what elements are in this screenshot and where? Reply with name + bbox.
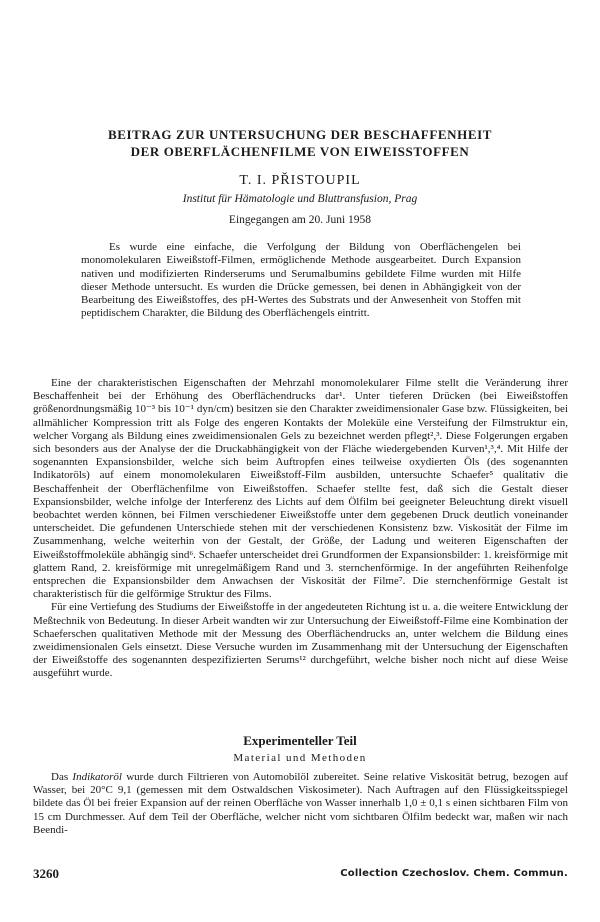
title-line-1: BEITRAG ZUR UNTERSUCHUNG DER BESCHAFFENHEIT — [107, 127, 493, 142]
paragraph: Für eine Vertiefung des Studiums der Eiweißstoffe in der angedeuteten Richtung ist u. a. die weitere Entwicklung der Meßtechnik von Bedeutung. In dieser Arbeit wandten wir zur Untersuchung der Eiweißstoff-Filme eine Kombination der Schaeferschen qualitativen Methode mit der Messung des Oberflächendrucks an, unter welchem die Bildung eines zweidimensionalen Gels einsetzt. Diese Versuche wurden im Zusammenhang mit der Untersuchung der Eigenschaften der Eiweißstoffe des sogenannten despezifizierten Serums¹² durchgeführt, welche bisher noch nicht auf diese Weise ausgeführt wurde. — [33, 601, 568, 680]
introduction — [33, 377, 568, 681]
abstract: Es wurde eine einfache, die Verfolgung der Bildung von Oberflächengelen bei monomolekularen Eiweißstoff-Filmen, ermöglichende Methode ausgearbeitet. Durch Expansion nativen und modifizierten Rinderserums und Serumalbumins gebildete Filme wurden mit Hilfe dieser Methode untersucht. Es wurden die Drücke gemessen, bei denen in Abhängigkeit von der Bearbeitung des Eiweißstoffes, des pH-Wertes des Substrats und der Anwesenheit von Stoffen mit peptidischem Charakter, die Bildung des Oberflächengels eintritt. — [81, 241, 521, 320]
received-date: Eingegangen am 20. Juni 1958 — [228, 214, 372, 226]
paragraph — [33, 771, 568, 837]
methods-text — [33, 771, 568, 837]
author: T. I. PŘISTOUPIL — [239, 173, 361, 188]
article-title — [40, 126, 560, 160]
institution: Institut für Hämatologie und Bluttransfusion, Prag — [182, 193, 418, 205]
page-footer — [33, 866, 568, 884]
journal-name: Collection Czechoslov. Chem. Commun. — [340, 868, 568, 879]
title-line-2: DER OBERFLÄCHENFILME VON EIWEISSTOFFEN — [130, 144, 470, 159]
paragraph-lead: Das — [51, 771, 73, 783]
term-indikatoroel: Indikatoröl — [72, 771, 122, 783]
page-number: 3260 — [33, 866, 59, 881]
paragraph-rest: wurde durch Filtrieren von Automobilöl zubereitet. Seine relative Viskosität betrug, bezogen auf Wasser, bei 20°C 9,1 (gemessen mit dem Ostwaldschen Viskosimeter). Nach Auftragen auf den Flüssigkeitsspiegel bildete das Öl bei freier Expansion auf der reinen Oberfläche von Wasser innerhalb 1,0 ± 0,1 s einen sichtbaren Film von 15 cm Durchmesser. Auf dem Teil der Oberfläche, welcher nicht vom sichtbaren Ölfilm bedeckt war, maßen wir nach Beendi- — [33, 771, 568, 836]
section-subtitle: Material und Methoden — [233, 752, 367, 764]
section-title: Experimenteller Teil — [243, 733, 357, 748]
paragraph: Eine der charakteristischen Eigenschaften der Mehrzahl monomolekularer Filme stellt die Veränderung ihrer Beschaffenheit bei der Erhöhung des Oberflächendrucks dar¹. Unter tieferen Drücken (bei Eiweißstoffen größenordnungsmäßig 10⁻³ bis 10⁻¹ dyn/cm) besitzen sie den Charakter zweidimensionaler Gase bzw. Flüssigkeiten, bei allmählicher Kompression tritt als Folge des engeren Kontakts der Moleküle eine Versteifung der Filmstruktur ein, welcher Vorgang als Bildung eines zweidimensionalen Gels zu bezeichnet werden pflegt²,³. Diese Folgerungen ergaben sich besonders aus der Analyse der die Druckabhängigkeit von der Fläche wiedergebenden Kurven¹,³,⁴. Mit Hilfe der sogenannten Expansionsbilder, welche sich beim Auftropfen eines teilweise oxydierten Öls (des sogenannten Indikatoröls) auf einem monomolekularen Eiweißstoff-Film ausbilden, untersuchte Schaefer⁵ qualitativ die Beschaffenheit der Oberflächenfilme von Eiweißstoffen. Schaefer stellte fest, daß sich die Gestalt dieser Expansionsbilder, welche infolge der Interferenz des Lichts auf dem Ölfilm bei geeigneter Beleuchtung direkt visuell beobachtet werden können, bei Filmen verschiedener Eiweißstoffe unter dem gegebenen Druck deutlich voneinander unterscheidet. Die gefundenen Unterschiede stehen mit der verschiedenen Konsistenz bzw. Viskosität der Filme im Zusammenhang, welche weiterhin von der Gestalt, der Größe, der Ladung und weiteren Eigenschaften der Eiweißstoffmoleküle abhängig sind⁶. Schaefer unterscheidet drei Grundformen der Expansionsbilder: 1. kreisförmige mit glattem Rand, 2. kreisförmige mit unregelmäßigem Rand und 3. sternchenförmige. In der angeführten Reihenfolge entsprechen die Expansionsbilder dem Anwachsen der Viskosität der Filme⁷. Die sternchenförmige Gestalt ist charakteristisch für die gelförmige Struktur des Films. — [33, 377, 568, 601]
